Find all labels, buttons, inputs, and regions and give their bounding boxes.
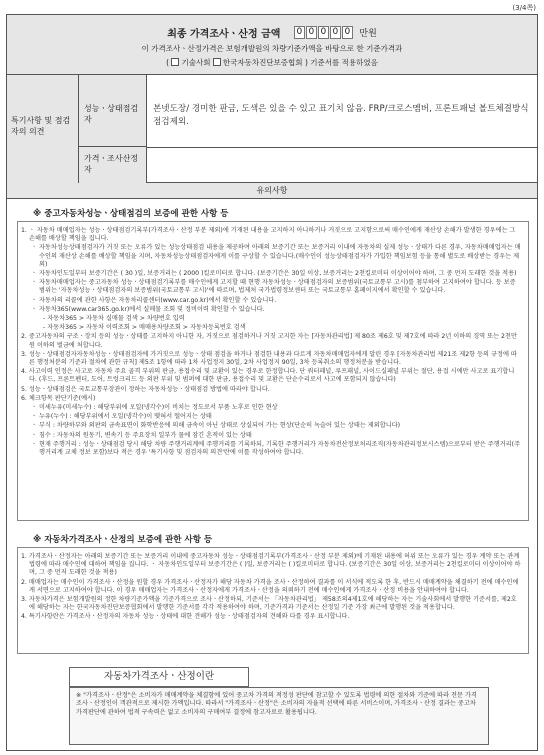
notice-subitem: ㆍ 현재 주행거리 : 성능ㆍ상태점검 당시 해당 차량 주행거리계에 주행거리를 기록하되, 기록한 주행거리가 자동차전산정보처리조직(자동차관리정보시스템)으로부터 받은 주행거리(주행거리계 교체 정보 포함)보다 적은 경우 '특기사항 및 점검자의 의견'란에 이를 작성하여야 합니다. (31, 440, 521, 457)
price-digit[interactable]: 0 (318, 26, 329, 39)
price-digit[interactable]: 0 (330, 26, 341, 39)
notice-item: 4. 특기사항란은 가격조사ㆍ산정자의 자동차 성능ㆍ상태에 대한 견해가 성능ㆍ상태점검자의 견해와 다를 경우 표시합니다. (21, 613, 350, 621)
definition-title: 자동차가격조사ㆍ산정이란 (69, 667, 249, 687)
appraiser-opinion[interactable] (147, 147, 537, 183)
definition-box (69, 667, 489, 745)
section2-text (21, 553, 521, 623)
checkbox-diagnosis-association[interactable] (213, 58, 221, 66)
paren-open: ( (166, 58, 170, 67)
notice-item: ㆍ 자동차365(www.car365.go.kr)에서 실매물 조회 및 정비이력 확인할 수 있습니다. (31, 305, 265, 313)
price-section (7, 15, 537, 75)
notice-item: 6. 체크항목 판단기준(예시) (21, 394, 96, 402)
form-frame (6, 14, 538, 751)
price-digits (294, 26, 354, 39)
notice-item: 3. 성능ㆍ상태점검자자동차성능ㆍ상태점검자에 가거짓으로 성능ㆍ상태 점검을 하거나 점검한 내용과 다르게 자동차매매업자에게 알린 경우 [자동차관리법 제21조 제2항 등의 규정에 따른 행정처분의 기준과 절차에 관한 규칙] 제5조 1항에 따라 1차 사업정지 30일, 2차 사업정지 90일, 3차 등록취소의 행정처분을 받습니다. (21, 350, 517, 367)
notice-subitem: - 자동차365 > 자동차 이력조회 > 매매용차량조회 > 자동차등록번호 검색 (43, 324, 246, 332)
notice-item: 4. 사고이력 인정은 사고로 자동차 주요 골격 부위의 판금, 용접수리 및 교환이 있는 경우로 한정합니다. 단 쿼터패널, 루프패널, 사이드실패널 부위는 절단, 용접 시에만 사고로 표기합니다. (후드, 프론트펜더, 도어, 트렁크리드 등 외판 부위 및 범퍼에 대한 판금, 용접수리 및 교환은 단순수리로서 사고에 포함되지 않습니다) (21, 368, 515, 384)
notice-item: ㆍ 자동차성능상태점검자가 거짓 또는 오류가 있는 성능상태점검 내용을 제공하여 아래의 보증기간 또는 보증거리 이내에 자동차의 실제 성능ㆍ상태가 다른 경우, 자동차매매업자는 매수인의 재산상 손해를 배상할 책임을 지며, 자동차성능상태점검자에게 이를 구상할 수 있습니다.(매수인이 성능상태점검자가 가입한 책임보험 등을 통해 별도로 배상받는 경우는 제외) (31, 244, 521, 268)
standard-selection-line (7, 57, 537, 68)
option-engineers-association: 기술사회 (181, 58, 211, 67)
price-digit[interactable]: 0 (294, 26, 305, 39)
notice-item: 5. 성능ㆍ상태점검은 국토교통부장관이 정하는 자동차성능ㆍ상태점검 방법에 따라야 합니다. (21, 385, 270, 393)
section1-title: ※ 중고자동차성능ㆍ상태점검의 보증에 관한 사항 등 (33, 209, 229, 219)
inspector-label: 성능ㆍ상태점검자 (79, 75, 147, 147)
notice-item: ㆍ 자동차매매업자는 중고자동차 성능ㆍ상태점검기록부를 매수인에게 고지할 때 현행 자동차성능ㆍ상태점검자의 보증범위(국토교통부 고시)를 첨부하여 고지하여야 합니다. 등 보증범위는 '자동차성능ㆍ상태점검자의 보증범위(국토교통부 고시)'에 따르며, 법제처 국가법령정보센터 또는 국토교통부 홈페이지에서 확인할 수 있습니다. (31, 279, 516, 295)
inspector-opinion[interactable]: 본넷도장/ 경미한 판금, 도색은 있을 수 있고 표기치 않음. FRP/크로스멤버, 프론트패널 볼트체결방식 점검제외. (153, 104, 529, 127)
notice-subitem: ㆍ 부식 : 차량하부와 외판의 금속표면이 화학반응에 의해 금속이 아닌 상태로 상실되어 가는 현상(단순히 녹슬어 있는 상태는 제외합니다) (31, 422, 401, 430)
notice-item: 1. 가격조사ㆍ산정자는 아래의 보증기간 또는 보증거리 이내에 중고자동차 성능ㆍ상태점검기록부(가격조사ㆍ산정 부분 제외)에 기재된 내용에 허위 또는 오류가 있는 경우 계약 또는 관계법령에 따라 매수인에 대하여 책임을 집니다. ㆍ 자동차인도일부터 보증기간은 ( )일, 보증거리는 ( )킬로미터로 합니다. (보증기간은 30일 이상, 보증거리는 2천킬로미터 이상이어야 하며, 그 중 먼저 도래한 것을 적용) (21, 553, 521, 577)
price-unit: 만원 (359, 29, 377, 39)
option-diagnosis-association: 한국자동차진단보증협회 (222, 58, 303, 67)
price-digit[interactable]: 0 (342, 26, 353, 39)
price-basis-text: 이 가격조사ㆍ산정가격은 보험개발원의 차량기준가액을 바탕으로 한 기준가격과 (141, 44, 403, 53)
definition-body: ※ "가격조사ㆍ산정"은 소비자가 매매계약을 체결함에 있어 중고차 가격의 적정성 판단에 참고할 수 있도록 법령에 의한 절차와 기준에 따라 전문 가격조사ㆍ산정인이 객관적으로 제시한 가액입니다. 따라서 "가격조사ㆍ산정"은 소비자의 자율적 선택에 따른 서비스이며, 가격조사ㆍ산정 결과는 중고차 가격판단에 관하여 법적 구속력은 없고 소비자의 구매여부 결정에 참고자료로 활용됩니다. (69, 687, 489, 745)
standard-applied-text: ) 기준서를 적용하였음 (304, 58, 378, 67)
price-row (7, 25, 537, 40)
page-number: (3/4쪽) (512, 4, 536, 12)
notice-subitem: - 자동차365 > 자동차 실매물 검색 > 차량번호 입력 (43, 315, 185, 323)
notice-item: 3. 자동차가격은 보험개발원의 정한 차량기준가액을 기준가격으로 조사ㆍ산정하되, 기준서는 「자동차관리법」 제58조의4제1호에 해당하는 자는 기술사회에서 발행한 기준서를, 제2호에 해당하는 자는 한국자동차진단보증협회에서 발행한 기준서를 각각 적용하여야 하며, 기준가격과 기준서는 산정일 기준 가장 최근에 발행된 것을 적용합니다. (21, 596, 517, 612)
price-title: 최종 가격조사ㆍ산정 금액 (167, 29, 281, 40)
appraiser-label: 가격ㆍ조사산정자 (79, 147, 147, 183)
notice-item: 1. ㆍ 자동차 매매업자는 성능ㆍ상태점검기록부(가격조사ㆍ산정 부분 제외)에 기재된 내용을 고지하지 아니하거나 거짓으로 고지함으로써 매수인에게 재산상 손해가 발생한 경우에는 그 손해를 배상할 책임을 집니다. (21, 227, 516, 243)
notice-item: 2. 중고자동차의 구조ㆍ장치 등의 성능ㆍ상태를 고지하지 아니한 자, 거짓으로 점검하거나 거짓 고지한 자는 [자동차관리법] 제 80조 제6호 및 제7호에 따라 2년 이하의 징역 또는 2천만원 이하의 벌금에 처합니다. (21, 333, 517, 349)
notice-item: 2. 매매업자는 매수인이 가격조사ㆍ산정을 원할 경우 가격조사ㆍ산정자가 해당 자동차 가격을 조사ㆍ산정하여 결과를 이 서식에 적도록 한 후, 반드시 매매계약을 체결하기 전에 매수인에게 서면으로 고지하여야 합니다. 이 경우 매매업자는 가격조사ㆍ산정자에게 가격조사ㆍ산정을 의뢰하기 전에 매수인에게 가격조사ㆍ산정 비용을 안내하여야 합니다. (21, 578, 519, 594)
opinion-header: 특기사항 및 점검자의 의견 (7, 75, 79, 183)
notice-subitem: ㆍ 침수 : 자동차의 원동기, 변속기 등 주요장치 일부가 물에 잠긴 흔적이 있는 상태 (31, 431, 252, 439)
section1-text (21, 227, 521, 458)
price-digit[interactable]: 0 (306, 26, 317, 39)
checkbox-engineers-association[interactable] (171, 58, 179, 66)
opinion-section (7, 75, 537, 183)
section2-title: ※ 자동차가격조사ㆍ산정의 보증에 관한 사항 등 (33, 535, 213, 545)
notice-subitem: ㆍ 누유(누수) : 해당부위에서 오일(냉각수)이 맺혀서 떨어지는 상태 (31, 413, 212, 421)
notice-item: ㆍ 자동차인도일부터 보증기간은 ( 30 )일, 보증거리는 ( 2000 )킬로미터로 합니다. (보증기간은 30일 이상, 보증거리는 2천킬로미터 이상이어야 하며, 그 중 먼저 도래한 것을 적용) (31, 270, 517, 278)
notice-header: 유의사항 (7, 183, 537, 199)
notice-subitem: ㆍ 미세누유(미세누수) : 해당부위에 오일(냉각수)이 비치는 정도로서 부품 노후로 인한 현상 (31, 404, 278, 412)
notice-item: ㆍ 자동차의 리콜에 관한 사항은 자동차리콜센터(www.car.go.kr)에서 확인할 수 있습니다. (31, 296, 277, 304)
